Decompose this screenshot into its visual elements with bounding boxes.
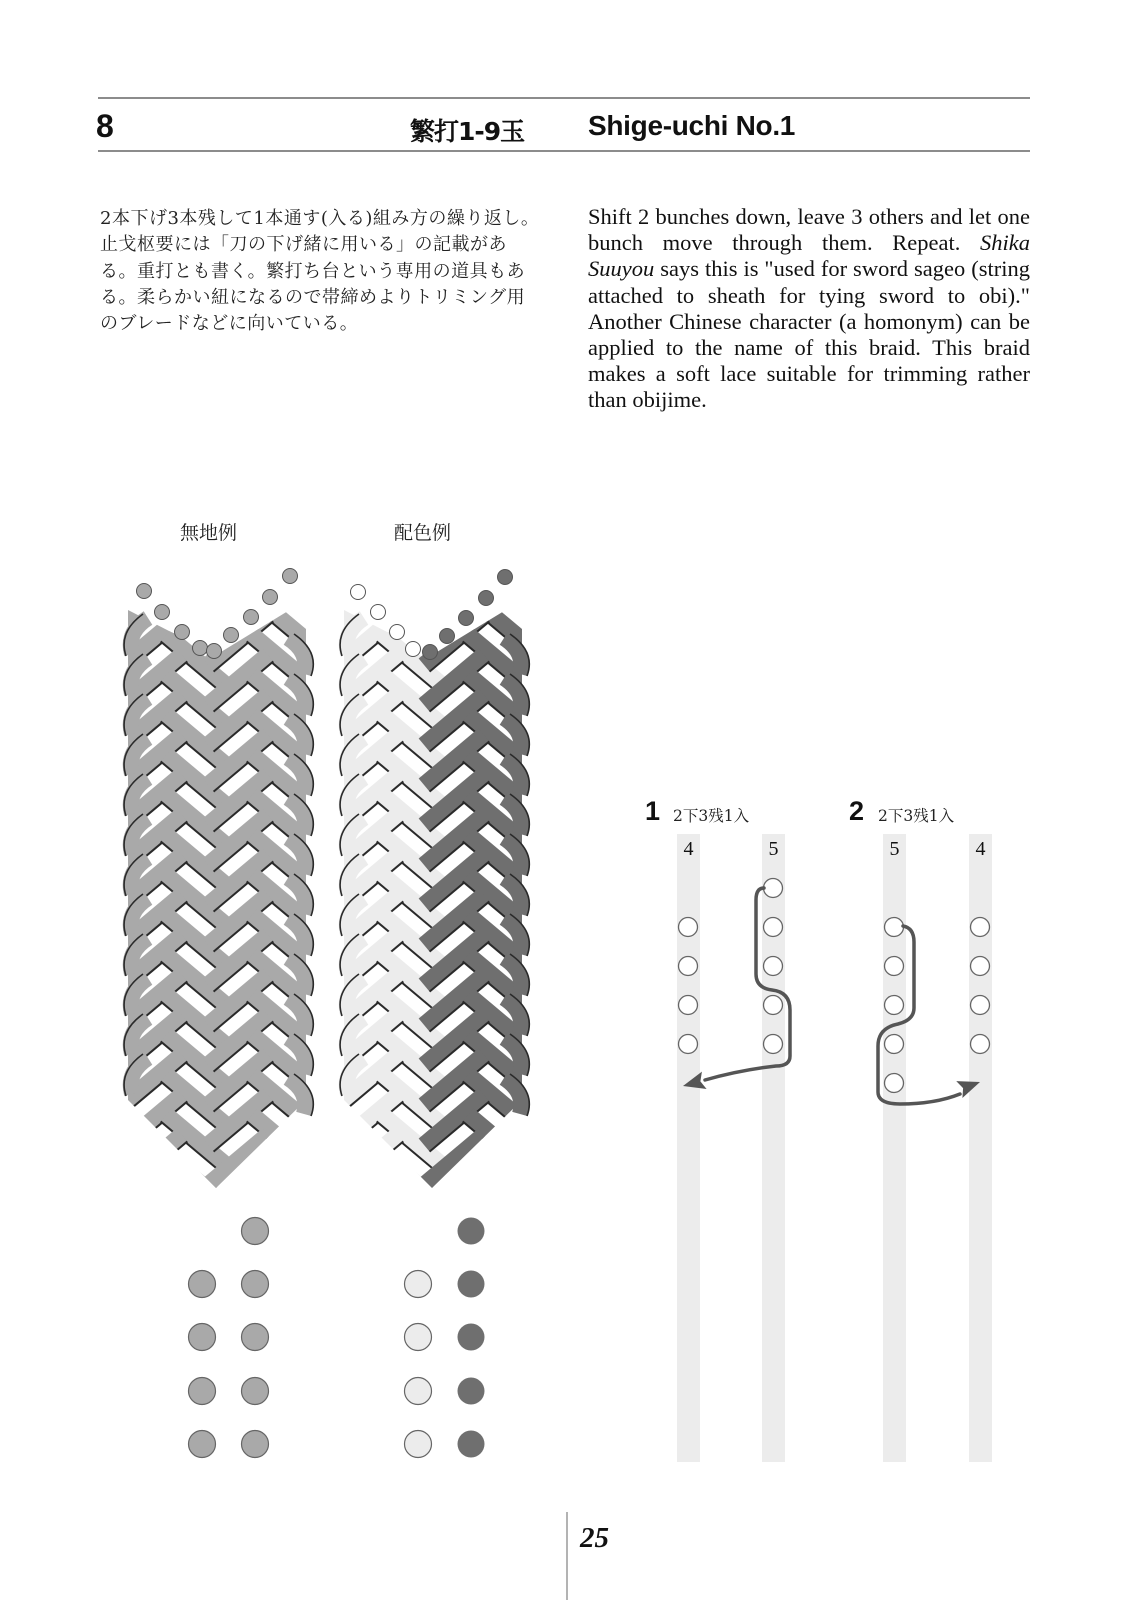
step-2-diagram [878,834,992,1462]
step-1-column-label-right: 5 [768,838,779,860]
step-2-column-label-right: 4 [975,838,986,860]
page-number: 25 [580,1522,609,1554]
step-1-label: 2下3残1入 [673,807,750,825]
book-title: Shika Suuyou [588,230,1030,282]
title-english: Shige-uchi No.1 [588,110,796,141]
bobbin-layout-color [405,1218,485,1458]
solid-example-label: 無地例 [180,522,238,544]
braid-color-example [333,568,534,1211]
color-example-label: 配色例 [394,522,452,544]
step-2-label: 2下3残1入 [878,807,955,825]
title-japanese: 繁打1-9玉 [410,117,525,146]
step-1-number: 1 [645,796,661,826]
description-japanese: 2本下げ3本残して1本通す(入る)組み方の繰り返し。止戈枢要には「刀の下げ緒に用いる」の記載がある。重打とも書く。繁打ち台という専用の道具もある。柔らかい紐になるので帯締めよりトリミング用のブレードなどに向いている。 [100,208,540,335]
chapter-number: 8 [96,108,114,144]
description-english: Shift 2 bunches down, leave 3 others and let one bunch move through them. Repeat. Shika Suuyou says this is "used for sword sageo (string attached to sheath for tying sword to obi)." Another Chinese character (a homonym) can be applied to the name of this braid. This braid makes a soft lace suitable for trimming rather than obijime. [588,204,1030,413]
footer-divider [566,1512,568,1600]
step-2-number: 2 [849,796,865,826]
bobbin-layout-solid [189,1218,269,1458]
braid-solid-example [117,568,318,1211]
step-1-column-label-left: 4 [683,838,694,860]
step-2-column-label-left: 5 [889,838,900,860]
step-1-diagram [677,834,790,1462]
